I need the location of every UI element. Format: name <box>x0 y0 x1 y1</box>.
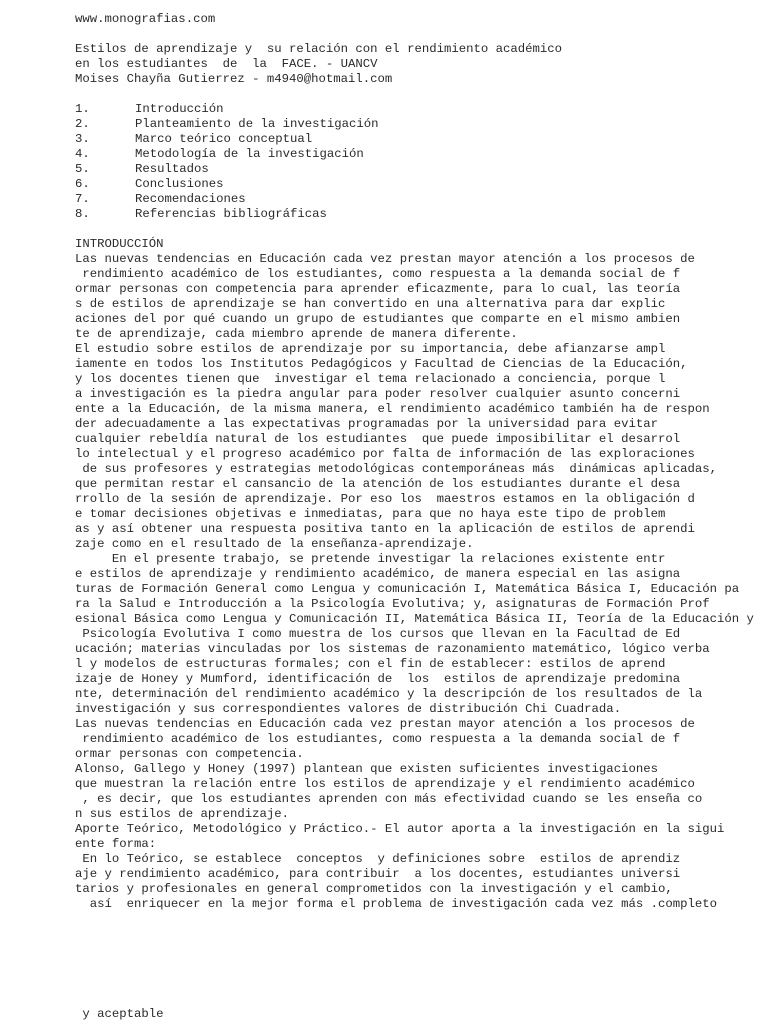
spacer <box>75 87 765 102</box>
body-line: y los docentes tienen que investigar el tema relacionado a conciencia, porque l <box>75 372 666 386</box>
body-line: esional Básica como Lengua y Comunicación II, Matemática Básica II, Teoría de la Educación y <box>75 612 754 626</box>
table-of-contents <box>75 102 765 222</box>
toc-label: Planteamiento de la investigación <box>135 117 379 131</box>
toc-number: 7. <box>75 192 90 206</box>
toc-item <box>75 102 765 117</box>
toc-label: Metodología de la investigación <box>135 147 364 161</box>
body-line: as y así obtener una respuesta positiva tanto en la aplicación de estilos de aprendi <box>75 522 695 536</box>
toc-label: Marco teórico conceptual <box>135 132 313 146</box>
toc-number: 1. <box>75 102 90 116</box>
body-line: ente a la Educación, de la misma manera, el rendimiento académico también ha de respon <box>75 402 710 416</box>
body-line: ente forma: <box>75 837 157 851</box>
site-url: www.monografias.com <box>75 12 216 26</box>
body-line: Las nuevas tendencias en Educación cada vez prestan mayor atención a los procesos de <box>75 717 695 731</box>
toc-number: 5. <box>75 162 90 176</box>
body-line: l y modelos de estructuras formales; con el fin de establecer: estilos de aprend <box>75 657 666 671</box>
body-line: Alonso, Gallego y Honey (1997) plantean que existen suficientes investigaciones <box>75 762 658 776</box>
body-line: ra la Salud e Introducción a la Psicología Evolutiva; y, asignaturas de Formación Prof <box>75 597 710 611</box>
spacer <box>75 222 765 237</box>
body-line: En el presente trabajo, se pretende investigar la relaciones existente entr <box>75 552 666 566</box>
toc-item <box>75 147 765 162</box>
document-header <box>75 42 765 87</box>
body-text <box>75 252 765 912</box>
toc-item <box>75 117 765 132</box>
toc-label: Recomendaciones <box>135 192 246 206</box>
body-line: e tomar decisiones objetivas e inmediatas, para que no haya este tipo de problem <box>75 507 666 521</box>
spacer <box>75 27 765 42</box>
body-line: En lo Teórico, se establece conceptos y definiciones sobre estilos de aprendiz <box>75 852 681 866</box>
document-page <box>75 12 765 912</box>
body-line: turas de Formación General como Lengua y comunicación I, Matemática Básica I, Educación pa <box>75 582 740 596</box>
toc-label: Resultados <box>135 162 209 176</box>
toc-number: 2. <box>75 117 90 131</box>
toc-number: 6. <box>75 177 90 191</box>
section-heading: INTRODUCCIÓN <box>75 237 164 251</box>
body-line: ucación; materias vinculadas por los sistemas de razonamiento matemático, lógico verba <box>75 642 710 656</box>
body-line: aciones del por qué cuando un grupo de estudiantes que comparte en el mismo ambien <box>75 312 681 326</box>
body-line: rendimiento académico de los estudiantes, como respuesta a la demanda social de f <box>75 267 681 281</box>
body-line: ormar personas con competencia. <box>75 747 304 761</box>
toc-item <box>75 162 765 177</box>
document-title-line-2: en los estudiantes de la FACE. - UANCV <box>75 57 378 71</box>
toc-number: 4. <box>75 147 90 161</box>
toc-item <box>75 207 765 222</box>
body-line: zaje como en el resultado de la enseñanza-aprendizaje. <box>75 537 474 551</box>
body-line: que permitan restar el cansancio de la atención de los estudiantes durante el desa <box>75 477 681 491</box>
toc-label: Introducción <box>135 102 224 116</box>
body-line: cualquier rebeldía natural de los estudiantes que puede imposibilitar el desarrol <box>75 432 681 446</box>
body-line: ormar personas con competencia para aprender eficazmente, para lo cual, las teoría <box>75 282 681 296</box>
body-line: a investigación es la piedra angular para poder resolver cualquier asunto concerni <box>75 387 681 401</box>
body-line: aje y rendimiento académico, para contribuir a los docentes, estudiantes universi <box>75 867 681 881</box>
body-line: te de aprendizaje, cada miembro aprende de manera diferente. <box>75 327 518 341</box>
body-line: Aporte Teórico, Metodológico y Práctico.- El autor aporta a la investigación en la sigui <box>75 822 725 836</box>
body-line: tarios y profesionales en general comprometidos con la investigación y el cambio, <box>75 882 673 896</box>
body-line: nte, determinación del rendimiento académico y la descripción de los resultados de la <box>75 687 703 701</box>
body-line: rendimiento académico de los estudiantes, como respuesta a la demanda social de f <box>75 732 681 746</box>
toc-item <box>75 132 765 147</box>
body-line: rrollo de la sesión de aprendizaje. Por eso los maestros estamos en la obligación d <box>75 492 695 506</box>
body-line: investigación y sus correspondientes valores de distribución Chi Cuadrada. <box>75 702 622 716</box>
body-line: e estilos de aprendizaje y rendimiento académico, de manera especial en las asigna <box>75 567 681 581</box>
toc-number: 3. <box>75 132 90 146</box>
body-line: izaje de Honey y Mumford, identificación de los estilos de aprendizaje predomina <box>75 672 681 686</box>
body-line: s de estilos de aprendizaje se han convertido en una alternativa para dar explic <box>75 297 666 311</box>
body-line: Las nuevas tendencias en Educación cada vez prestan mayor atención a los procesos de <box>75 252 695 266</box>
body-line: iamente en todos los Institutos Pedagógicos y Facultad de Ciencias de la Educación, <box>75 357 688 371</box>
body-line: Psicología Evolutiva I como muestra de los cursos que llevan en la Facultad de Ed <box>75 627 681 641</box>
toc-label: Conclusiones <box>135 177 224 191</box>
body-line: así enriquecer en la mejor forma el problema de investigación cada vez más .completo <box>75 897 718 911</box>
toc-number: 8. <box>75 207 90 221</box>
toc-label: Referencias bibliográficas <box>135 207 327 221</box>
body-line: n sus estilos de aprendizaje. <box>75 807 290 821</box>
body-line: , es decir, que los estudiantes aprenden con más efectividad cuando se les enseña co <box>75 792 703 806</box>
body-line: lo intelectual y el progreso académico por falta de información de las exploraciones <box>75 447 695 461</box>
toc-item <box>75 192 765 207</box>
toc-item <box>75 177 765 192</box>
body-line: que muestran la relación entre los estilos de aprendizaje y el rendimiento académico <box>75 777 695 791</box>
body-line: de sus profesores y estrategias metodológicas contemporáneas más dinámicas aplicadas, <box>75 462 718 476</box>
document-title-line-1: Estilos de aprendizaje y su relación con el rendimiento académico <box>75 42 563 56</box>
body-line: der adecuadamente a las expectativas programadas por la universidad para evitar <box>75 417 658 431</box>
author-line: Moises Chayña Gutierrez - m4940@hotmail.com <box>75 72 393 86</box>
page-footer-text: y aceptable <box>75 1007 164 1021</box>
body-line: El estudio sobre estilos de aprendizaje por su importancia, debe afianzarse ampl <box>75 342 666 356</box>
